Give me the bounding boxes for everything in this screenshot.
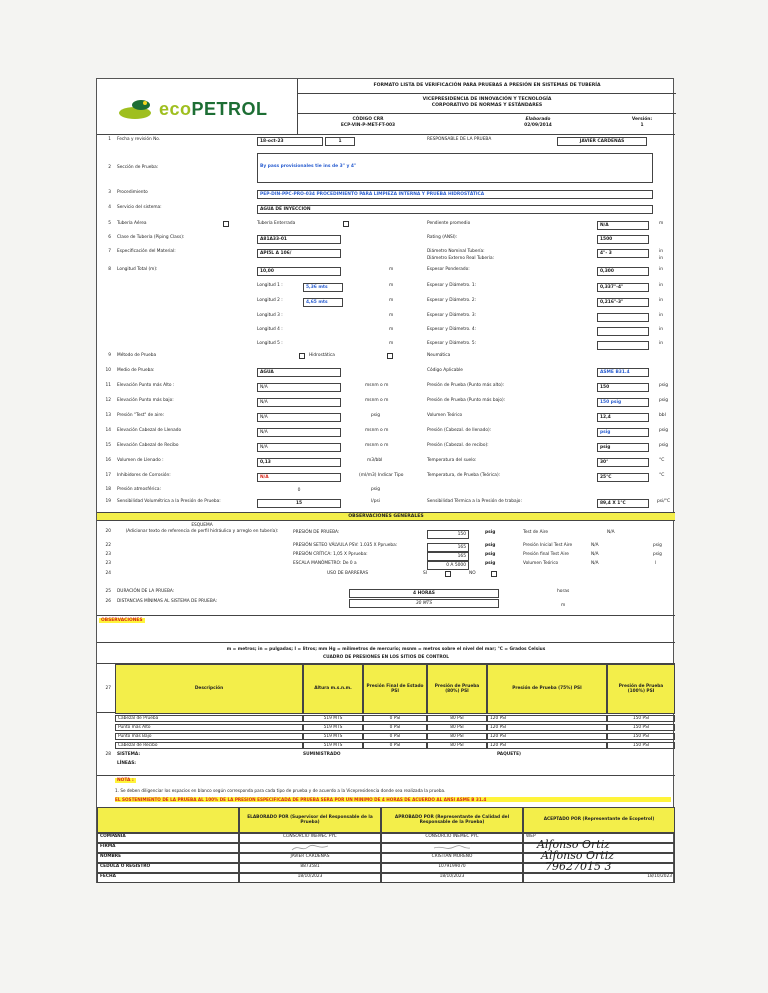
- uso-barreras-si-checkbox[interactable]: [445, 571, 451, 577]
- pendiente-value: N/A: [597, 221, 649, 230]
- firma-cell: CRISTIAN MORENO: [381, 853, 523, 863]
- sensibilidad-termica-label: Sensibilidad Térmica a la Presión de trabajo:: [427, 499, 522, 504]
- rating-label: Rating (ANSI):: [427, 235, 458, 240]
- elevacion-recibo-unit: msnm o m: [365, 443, 389, 448]
- temperatura-suelo-value: 30°: [597, 458, 649, 467]
- firma-cell: 18/10/2023: [239, 873, 381, 883]
- table-cell: Cabezal de Prueba: [115, 715, 303, 722]
- esquema-line-label: PRESIÓN CRÍTICA: 1,05 X Pprueba:: [293, 552, 368, 557]
- diametro-externo-unit: in: [659, 256, 664, 261]
- longitud-label: Longitud 2 :: [257, 298, 283, 303]
- distancias-value: 30 MTS: [349, 599, 499, 608]
- row-number: 6: [108, 235, 111, 240]
- lineas-label: LÍNEAS:: [117, 761, 137, 766]
- espesor-label: Espesor y Diámetro. 2:: [427, 298, 477, 303]
- neumatica-checkbox[interactable]: [387, 353, 393, 359]
- elevacion-llenado-value: N/A: [257, 428, 341, 437]
- elaborado-label: Elaborado: [525, 117, 551, 122]
- esquema-right-label: Test de Aire: [523, 530, 549, 535]
- presion-test-aire-value: N/A: [257, 413, 341, 422]
- uso-barreras-no-checkbox[interactable]: [491, 571, 497, 577]
- distancias-label: DISTANCIAS MÍNIMAS AL SISTEMA DE PRUEBA:: [117, 599, 218, 604]
- longitud-unit: m: [389, 327, 394, 332]
- cuadro-title: CUADRO DE PRESIONES EN LOS SITIOS DE CONTROL: [322, 655, 450, 660]
- table-cell: 519 MTS: [303, 733, 363, 740]
- espesor-value: 0,337"-4": [597, 283, 649, 292]
- firma-cell: CONSORCIO INEMEC PYC: [381, 833, 523, 843]
- procedimiento-label: Procedimiento: [117, 190, 148, 195]
- presion-recibo-label: Presión (Cabezal. de recibo):: [427, 443, 489, 448]
- fecha-value: 18-oct-23: [257, 137, 323, 146]
- esquema-right-label: Volumen Teórico: [523, 561, 559, 566]
- cuadro-header-descripcion: Descripción: [115, 664, 303, 714]
- longitud-total-unit: m: [389, 267, 394, 272]
- document-header: [97, 79, 675, 135]
- elevacion-recibo-label: Elevación Cabezal de Recibo: [117, 443, 179, 448]
- firma-row-label: NOMBRE: [97, 853, 239, 863]
- esquema-right-value: N/A: [591, 543, 599, 548]
- inhibidores-unit: (ml/m3) Indicar Tipo: [359, 473, 404, 478]
- sensibilidad-volumetrica-value: 15: [257, 499, 341, 508]
- signature-scribble-icon: [432, 844, 472, 852]
- firma-cell: 18/10/2023: [381, 873, 523, 883]
- duracion-value: 4 HORAS: [349, 589, 499, 598]
- esquema-right-unit: psig: [653, 552, 662, 557]
- row-number: 14: [105, 428, 111, 433]
- elevacion-llenado-label: Elevación Cabezal de Llenado: [117, 428, 182, 433]
- clase-tuberia-label: Clase de Tubería (Piping Class):: [117, 235, 185, 240]
- volumen-llenado-value: 0,13: [257, 458, 341, 467]
- espesor-label: Espesor y Diámetro. 4:: [427, 327, 477, 332]
- longitud-value: 4,65 mts: [303, 298, 343, 307]
- presion-llenado-unit: psig: [659, 428, 669, 433]
- esquema-line-value: 150: [427, 530, 469, 539]
- uso-barreras-no-label: NO: [469, 571, 476, 576]
- responsable-label: RESPONSABLE DE LA PRUEBA: [427, 137, 492, 142]
- firma-cell: 18/10/2023: [523, 873, 675, 883]
- elevacion-bajo-value: N/A: [257, 398, 341, 407]
- temperatura-prueba-unit: °C: [659, 473, 665, 478]
- esquema-right-value: N/A: [607, 530, 615, 535]
- firma-cell: CONSORCIO INEMEC PYC: [239, 833, 381, 843]
- table-cell: 80 PSI: [427, 715, 487, 722]
- observaciones-generales-band: OBSERVACIONES GENERALES: [97, 512, 675, 521]
- firma-row-label: CÉDULA O REGISTRO: [97, 863, 239, 873]
- table-cell: 519 MTS: [303, 715, 363, 722]
- sensibilidad-volumetrica-label: Sensibilidad Volumétrica a la Presión de Prueba:: [117, 499, 221, 504]
- esquema-line-value: 0 A 5000: [427, 561, 469, 570]
- espesor-label: Espesor y Diámetro. 3:: [427, 313, 477, 318]
- temperatura-suelo-unit: °C: [659, 458, 665, 463]
- medio-label: Medio de Prueba:: [117, 368, 155, 373]
- code-value: ECP-VIN-P-MET-FT-003: [340, 123, 396, 128]
- tuberia-enterrada-label: Tubería Enterrada: [257, 221, 296, 226]
- table-cell: 150 PSI: [607, 724, 675, 731]
- handwritten-signature-line-3: 79627015 3: [545, 860, 612, 873]
- row-number: 26: [105, 599, 111, 604]
- row-number: 4: [108, 205, 111, 210]
- procedimiento-value: PEP-DIN-PPC-PRO-034 PROCEDIMIENTO PARA LIMPIEZA INTERNA Y PRUEBA HIDROSTÁTICA: [257, 190, 653, 199]
- table-cell: 150 PSI: [607, 715, 675, 722]
- table-cell: 0 PSI: [363, 715, 427, 722]
- seccion-label: Sección de Prueba:: [117, 165, 159, 170]
- presion-atmosferica-label: Presión atmosférica:: [117, 487, 161, 492]
- firmas-header-aprobado: APROBADO POR (Representante de Calidad del Responsable de la Prueba): [381, 807, 523, 833]
- espesor-value: [597, 313, 649, 322]
- espesor-label: Espesor y Diámetro. 5:: [427, 341, 477, 346]
- elevacion-alto-value: N/A: [257, 383, 341, 392]
- inhibidores-label: Inhibidores de Corrosión:: [117, 473, 171, 478]
- table-cell: 80 PSI: [427, 742, 487, 749]
- espesor-ponderado-label: Espesor Ponderado:: [427, 267, 470, 272]
- medio-value: AGUA: [257, 368, 341, 377]
- longitud-label: Longitud 1 :: [257, 283, 283, 288]
- uso-barreras-si-label: SI: [423, 571, 427, 576]
- version-label: Versión:: [631, 117, 653, 122]
- espesor-label: Espesor y Diámetro. 1:: [427, 283, 477, 288]
- sistema-value: SUMINISTRADO: [303, 752, 341, 757]
- row-number: 1: [108, 137, 111, 142]
- presion-recibo-value: psig: [597, 443, 649, 452]
- seccion-value: By pass provisionales tie ins de 3" y 4": [257, 153, 653, 183]
- esquema-line-unit: psig: [485, 561, 496, 566]
- esquema-right-value: N/A: [591, 552, 599, 557]
- table-cell: 120 PSI: [487, 715, 607, 722]
- row-number: 17: [105, 473, 111, 478]
- esquema-desc: (Adicionar texto de referencia de perfil hidráulico y arreglo en tubería):: [125, 528, 279, 534]
- table-cell: 0 PSI: [363, 742, 427, 749]
- volumen-teorico-value: 12,4: [597, 413, 649, 422]
- table-cell: 0 PSI: [363, 733, 427, 740]
- handwritten-signature-line-1: Alfonso Ortiz: [537, 838, 611, 851]
- row-number: 23: [105, 552, 111, 557]
- vicepresidencia-line: VICEPRESIDENCIA DE INNOVACIÓN Y TECNOLOGÍA: [422, 97, 552, 102]
- uso-barreras-label: USO DE BARRERAS: [327, 571, 369, 576]
- row-number: 27: [105, 686, 111, 691]
- sensibilidad-termica-value: 89,4 X 1°C: [597, 499, 649, 508]
- table-cell: 519 MTS: [303, 724, 363, 731]
- fecha-label: Fecha y revisión No.: [117, 137, 161, 142]
- firma-cell: 8873581: [239, 863, 381, 873]
- inhibidores-value: N/A: [257, 473, 341, 482]
- logo-text-petrol: PETROL: [191, 99, 268, 119]
- temperatura-prueba-value: 25°C: [597, 473, 649, 482]
- espesor-unit: in: [659, 298, 664, 303]
- elevacion-alto-unit: msnm o m: [365, 383, 389, 388]
- nota-line-2: EL SOSTENIMIENTO DE LA PRUEBA AL 100% DE LA PRESION ESPECIFICADA DE PRUEBA SERA POR UN MINIMO DE 4 HORAS DE ACUERDO AL ANSI ASME B 31.4: [115, 797, 671, 802]
- diametro-unit: in: [659, 249, 664, 254]
- document-sheet: [96, 78, 674, 883]
- firma-row-label: FIRMA: [97, 843, 239, 853]
- esquema-line-unit: psig: [485, 530, 496, 535]
- elaborado-value: 02/09/2014: [524, 123, 552, 128]
- codigo-label: Código Aplicable: [427, 368, 463, 373]
- firma-signature-b: [381, 843, 523, 853]
- nota-line-1: 1. Se deben diligenciar los espacios en blanco según corresponda para cada tipo de prueba y de acuerdo a la Vicepresidencia donde sea realizada la prueba.: [115, 788, 446, 793]
- row-number: 5: [108, 221, 111, 226]
- presion-test-aire-unit: psig: [371, 413, 381, 418]
- version-value: 1: [640, 123, 644, 128]
- esquema-right-unit: l: [655, 561, 657, 566]
- row-number: 18: [105, 487, 111, 492]
- row-number: 10: [105, 368, 111, 373]
- esquema-line-unit: psig: [485, 552, 496, 557]
- espesor-value: [597, 341, 649, 350]
- elevacion-llenado-unit: msnm o m: [365, 428, 389, 433]
- row-number: 15: [105, 443, 111, 448]
- esquema-line-unit: psig: [485, 543, 496, 548]
- firma-cell: JAVIER CARDENAS: [239, 853, 381, 863]
- row-number: 20: [105, 529, 111, 534]
- longitud-total-value: 10,00: [257, 267, 341, 276]
- tuberia-enterrada-checkbox[interactable]: [343, 221, 349, 227]
- duracion-label: DURACIÓN DE LA PRUEBA:: [117, 589, 175, 594]
- espesor-unit: in: [659, 283, 664, 288]
- iguana-logo-icon: [111, 93, 157, 123]
- presion-bajo-value: 150 psig: [597, 398, 649, 407]
- firma-row-label: COMPAÑÍA: [97, 833, 239, 843]
- longitud-value: 5,36 mts: [303, 283, 343, 292]
- row-number: 23: [105, 561, 111, 566]
- cuadro-header-presion-80: Presión de Prueba (80%) PSI: [427, 664, 487, 714]
- responsable-value: JAVIER CARDENAS: [557, 137, 647, 146]
- row-number: 19: [105, 499, 111, 504]
- handwritten-signature-line-2: Alfonso Ortiz: [541, 849, 615, 862]
- table-cell: 150 PSI: [607, 733, 675, 740]
- cuadro-header-altura: Altura m.s.n.m.: [303, 664, 363, 714]
- presion-atmosferica-unit: psig: [371, 487, 381, 492]
- presion-bajo-label: Presión de Prueba (Punto más bajo):: [427, 398, 506, 403]
- esquema-right-unit: psig: [653, 543, 662, 548]
- table-cell: 80 PSI: [427, 733, 487, 740]
- row-number: 8: [108, 267, 111, 272]
- diametro-externo-label: Diámetro Externo Real Tubería:: [427, 256, 495, 261]
- row-number: 2: [108, 165, 111, 170]
- revision-value: 1: [325, 137, 355, 146]
- especificacion-label: Especificación del Material:: [117, 249, 176, 254]
- form-title: FORMATO LISTA DE VERIFICACIÓN PARA PRUEBAS A PRESIÓN EN SISTEMAS DE TUBERÍA: [373, 83, 601, 88]
- esquema-line-value: 165: [427, 552, 469, 561]
- neumatica-label: Neumática: [427, 353, 451, 358]
- espesor-unit: in: [659, 313, 664, 318]
- distancias-unit: m: [561, 603, 566, 608]
- volumen-teorico-unit: bbl: [659, 413, 666, 418]
- servicio-value: AGUA DE INYECCION: [257, 205, 653, 214]
- firma-row-label: FECHA: [97, 873, 239, 883]
- longitud-total-label: Longitud Total (m):: [117, 267, 158, 272]
- signature-scribble-icon: [290, 844, 330, 852]
- table-cell: 120 PSI: [487, 733, 607, 740]
- row-number: 13: [105, 413, 111, 418]
- table-cell: 120 PSI: [487, 742, 607, 749]
- hidrostatica-label: Hidrostática: [309, 353, 335, 358]
- row-number: 11: [105, 383, 111, 388]
- cuadro-header-presion-75: Presión de Prueba (75%) PSI: [487, 664, 607, 714]
- longitud-unit: m: [389, 298, 394, 303]
- longitud-label: Longitud 3 :: [257, 313, 283, 318]
- sistema-label: SISTEMA:: [117, 752, 141, 757]
- esquema-line-label: PRESIÓN DE PRUEBA:: [293, 530, 340, 535]
- row-number: 25: [105, 589, 111, 594]
- row-number: 7: [108, 249, 111, 254]
- temperatura-prueba-label: Temperatura, de Prueba (Teórica):: [427, 473, 501, 478]
- firmas-header-elaborado: ELABORADO POR (Supervisor del Responsable de la Prueba): [239, 807, 381, 833]
- esquema-line-value: 165: [427, 543, 469, 552]
- esquema-line-label: PRESIÓN SETEO VÁLVULA PSV: 1.035 X Pprueba:: [293, 543, 398, 548]
- codigo-value: ASME B31.4: [597, 368, 649, 377]
- table-cell: 120 PSI: [487, 724, 607, 731]
- row-number: 16: [105, 458, 111, 463]
- esquema-right-value: N/A: [591, 561, 599, 566]
- table-cell: Cabezal de Recibo: [115, 742, 303, 749]
- elevacion-bajo-unit: msnm o m: [365, 398, 389, 403]
- rating-value: 1500: [597, 235, 649, 244]
- nota-title: NOTA :: [117, 778, 134, 783]
- firmas-table: [97, 807, 675, 884]
- espesor-value: [597, 327, 649, 336]
- elevacion-bajo-label: Elevación Punto más bajo:: [117, 398, 174, 403]
- code-label: CÓDIGO CRR: [352, 117, 384, 122]
- table-cell: Punto más Alto: [115, 724, 303, 731]
- ecopetrol-logo: [111, 93, 281, 123]
- firma-cell: WEP: [523, 833, 675, 843]
- presion-alto-unit: psig: [659, 383, 669, 388]
- diametro-nominal-label: Diámetro Nominal Tubería:: [427, 249, 485, 254]
- longitud-unit: m: [389, 313, 394, 318]
- hidrostatica-checkbox[interactable]: [299, 353, 305, 359]
- duracion-unit: horas: [557, 589, 570, 594]
- longitud-label: Longitud 4 :: [257, 327, 283, 332]
- logo-text-eco: eco: [159, 99, 192, 119]
- presion-llenado-label: Presión (Cabezal. de llenado):: [427, 428, 492, 433]
- corporativo-line: CORPORATIVO DE NORMAS Y ESTÁNDARES: [431, 103, 543, 108]
- longitud-unit: m: [389, 341, 394, 346]
- metodo-label: Método de Prueba: [117, 353, 157, 358]
- espesor-value: 0,216"-3": [597, 298, 649, 307]
- espesor-ponderado-unit: in: [659, 267, 664, 272]
- presion-atmosferica-value: 0: [297, 488, 301, 493]
- longitud-label: Longitud 5 :: [257, 341, 283, 346]
- tuberia-aerea-checkbox[interactable]: [223, 221, 229, 227]
- esquema-title: ESQUEMA: [191, 523, 213, 528]
- cuadro-header-presion-100: Presión de Prueba (100%) PSI: [607, 664, 675, 714]
- diametro-value: 4"- 3: [597, 249, 649, 258]
- temperatura-suelo-label: Temperatura del suelo:: [427, 458, 477, 463]
- esquema-right-label: Presión final Test Aire: [523, 552, 569, 557]
- elevacion-recibo-value: N/A: [257, 443, 341, 452]
- cuadro-header-presion-final: Presión Final de Estado PSI: [363, 664, 427, 714]
- sensibilidad-volumetrica-unit: l/psi: [371, 499, 380, 504]
- presion-alto-label: Presión de Prueba (Punto más alto):: [427, 383, 505, 388]
- clase-tuberia-value: A81A33-01: [257, 235, 341, 244]
- row-number: 12: [105, 398, 111, 403]
- volumen-llenado-label: Volumen de Llenado :: [117, 458, 164, 463]
- presion-bajo-unit: psig: [659, 398, 669, 403]
- elevacion-alto-label: Elevación Punto más Alto :: [117, 383, 175, 388]
- tuberia-aerea-label: Tubería Aérea: [117, 221, 147, 226]
- table-cell: Punto más Bajo: [115, 733, 303, 740]
- firma-signature-a: [239, 843, 381, 853]
- firma-cell: 1079199070: [381, 863, 523, 873]
- sistema-paquete: PAQUETE): [497, 752, 521, 757]
- row-number: 9: [108, 353, 111, 358]
- presion-llenado-value: psig: [597, 428, 649, 437]
- espesor-unit: in: [659, 327, 664, 332]
- firmas-header-aceptado: ACEPTADO POR (Representante de Ecopetrol): [523, 807, 675, 833]
- espesor-unit: in: [659, 341, 664, 346]
- row-number: 28: [105, 752, 111, 757]
- esquema-right-label: Presión Inicial Test Aire: [523, 543, 573, 548]
- esquema-line-label: ESCALA MANÓMETRO: De 0 a: [293, 561, 357, 566]
- units-legend: m = metros; in = pulgadas; l = litros; mm Hg = milímetros de mercurio; msnm = metros sobre el nivel del mar; °C = Grados Celsius: [226, 647, 546, 652]
- presion-alto-value: 150: [597, 383, 649, 392]
- observaciones-label: OBSERVACIONES: [101, 618, 143, 623]
- row-number: 3: [108, 190, 111, 195]
- pendiente-unit: m: [659, 221, 664, 226]
- table-cell: 0 PSI: [363, 724, 427, 731]
- servicio-label: Servicio del sistema:: [117, 205, 162, 210]
- volumen-teorico-label: Volumen Teórico: [427, 413, 463, 418]
- presion-recibo-unit: psig: [659, 443, 669, 448]
- pendiente-label: Pendiente promedio: [427, 221, 471, 226]
- table-cell: 150 PSI: [607, 742, 675, 749]
- table-cell: 80 PSI: [427, 724, 487, 731]
- longitud-unit: m: [389, 283, 394, 288]
- especificacion-value: API5L A 106/: [257, 249, 341, 258]
- espesor-ponderado-value: 0,300: [597, 267, 649, 276]
- volumen-llenado-unit: m3/bbl: [367, 458, 383, 463]
- table-cell: 519 MTS: [303, 742, 363, 749]
- row-number: 22: [105, 543, 111, 548]
- firmas-blank-header: [97, 807, 239, 833]
- row-number: 24: [105, 571, 111, 576]
- sensibilidad-termica-unit: psi/°C: [657, 499, 671, 504]
- presion-test-aire-label: Presión "Test" de aire:: [117, 413, 165, 418]
